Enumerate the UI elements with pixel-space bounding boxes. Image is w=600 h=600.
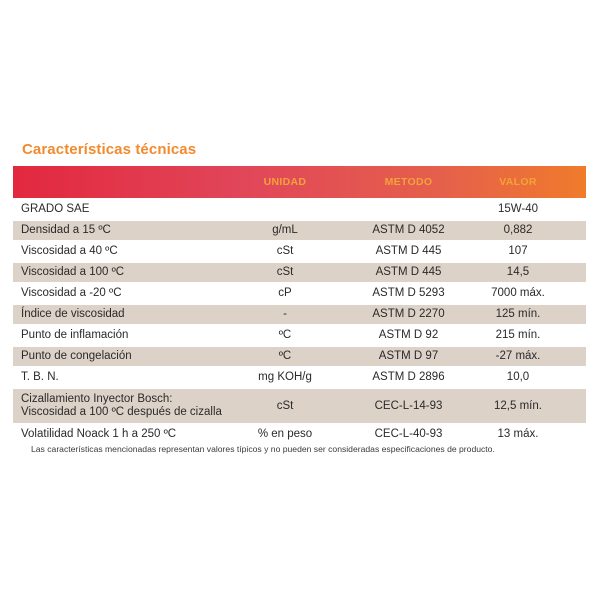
row-method: CEC-L-40-93 [374,428,443,440]
row-method: ASTM D 445 [375,266,442,278]
table-header [13,166,586,198]
row-value: 0,882 [503,224,533,236]
row-unit: mg KOH/g [258,371,312,383]
row-name: Densidad a 15 ºC [21,224,111,236]
row-name: Viscosidad a -20 ºC [21,287,122,299]
row-value: 7000 máx. [491,287,545,299]
row-unit: cSt [276,266,294,278]
row-unit: cSt [276,400,294,412]
row-method: ASTM D 97 [378,350,439,362]
table-row [13,305,586,324]
row-method: CEC-L-14-93 [374,400,443,412]
row-value: 125 mín. [495,308,541,320]
row-value: 13 máx. [497,428,539,440]
row-value: 10,0 [506,371,530,383]
row-method: ASTM D 4052 [372,224,445,236]
table-row [13,347,586,366]
row-name: Punto de congelación [21,350,132,362]
row-name: Viscosidad a 100 ºC [21,266,125,278]
row-name: T. B. N. [21,371,59,383]
row-name: Volatilidad Noack 1 h a 250 ºC [21,428,177,440]
row-name-line-1: Cizallamiento Inyector Bosch: [21,393,173,405]
table-row [13,368,586,387]
row-name-line-2: Viscosidad a 100 ºC después de cizalla [21,406,222,418]
row-value: 12,5 mín. [494,400,542,412]
table-row [13,221,586,240]
row-unit: - [283,308,287,320]
row-value: -27 máx. [495,350,541,362]
row-method: ASTM D 445 [375,245,442,257]
row-name: Índice de viscosidad [21,308,125,320]
row-method: ASTM D 5293 [372,287,445,299]
table-row [13,263,586,282]
row-unit: g/mL [272,224,298,236]
table-row [13,284,586,303]
header-method: METODO [384,176,433,188]
row-name [21,393,261,419]
header-value: VALOR [499,176,537,188]
row-value: 215 mín. [495,329,541,341]
header-unit: UNIDAD [263,176,307,188]
row-unit: ºC [278,350,292,362]
row-name: GRADO SAE [21,203,90,215]
row-value: 15W-40 [497,203,539,215]
specs-table [13,166,586,446]
section-title: Características técnicas [22,141,197,158]
row-unit: % en peso [257,428,313,440]
row-unit: ºC [278,329,292,341]
row-method: ASTM D 92 [378,329,439,341]
row-unit: cP [278,287,292,299]
row-value: 14,5 [506,266,530,278]
row-method: ASTM D 2270 [372,308,445,320]
table-row [13,389,586,423]
row-unit: cSt [276,245,294,257]
row-value: 107 [508,245,528,257]
row-name: Viscosidad a 40 ºC [21,245,118,257]
table-row [13,425,586,444]
table-row [13,200,586,219]
row-method: ASTM D 2896 [372,371,445,383]
disclaimer-note: Las características mencionadas representan valores típicos y no pueden ser consideradas especificaciones de producto. [31,444,495,454]
row-name: Punto de inflamación [21,329,129,341]
table-row [13,242,586,261]
table-row [13,326,586,345]
